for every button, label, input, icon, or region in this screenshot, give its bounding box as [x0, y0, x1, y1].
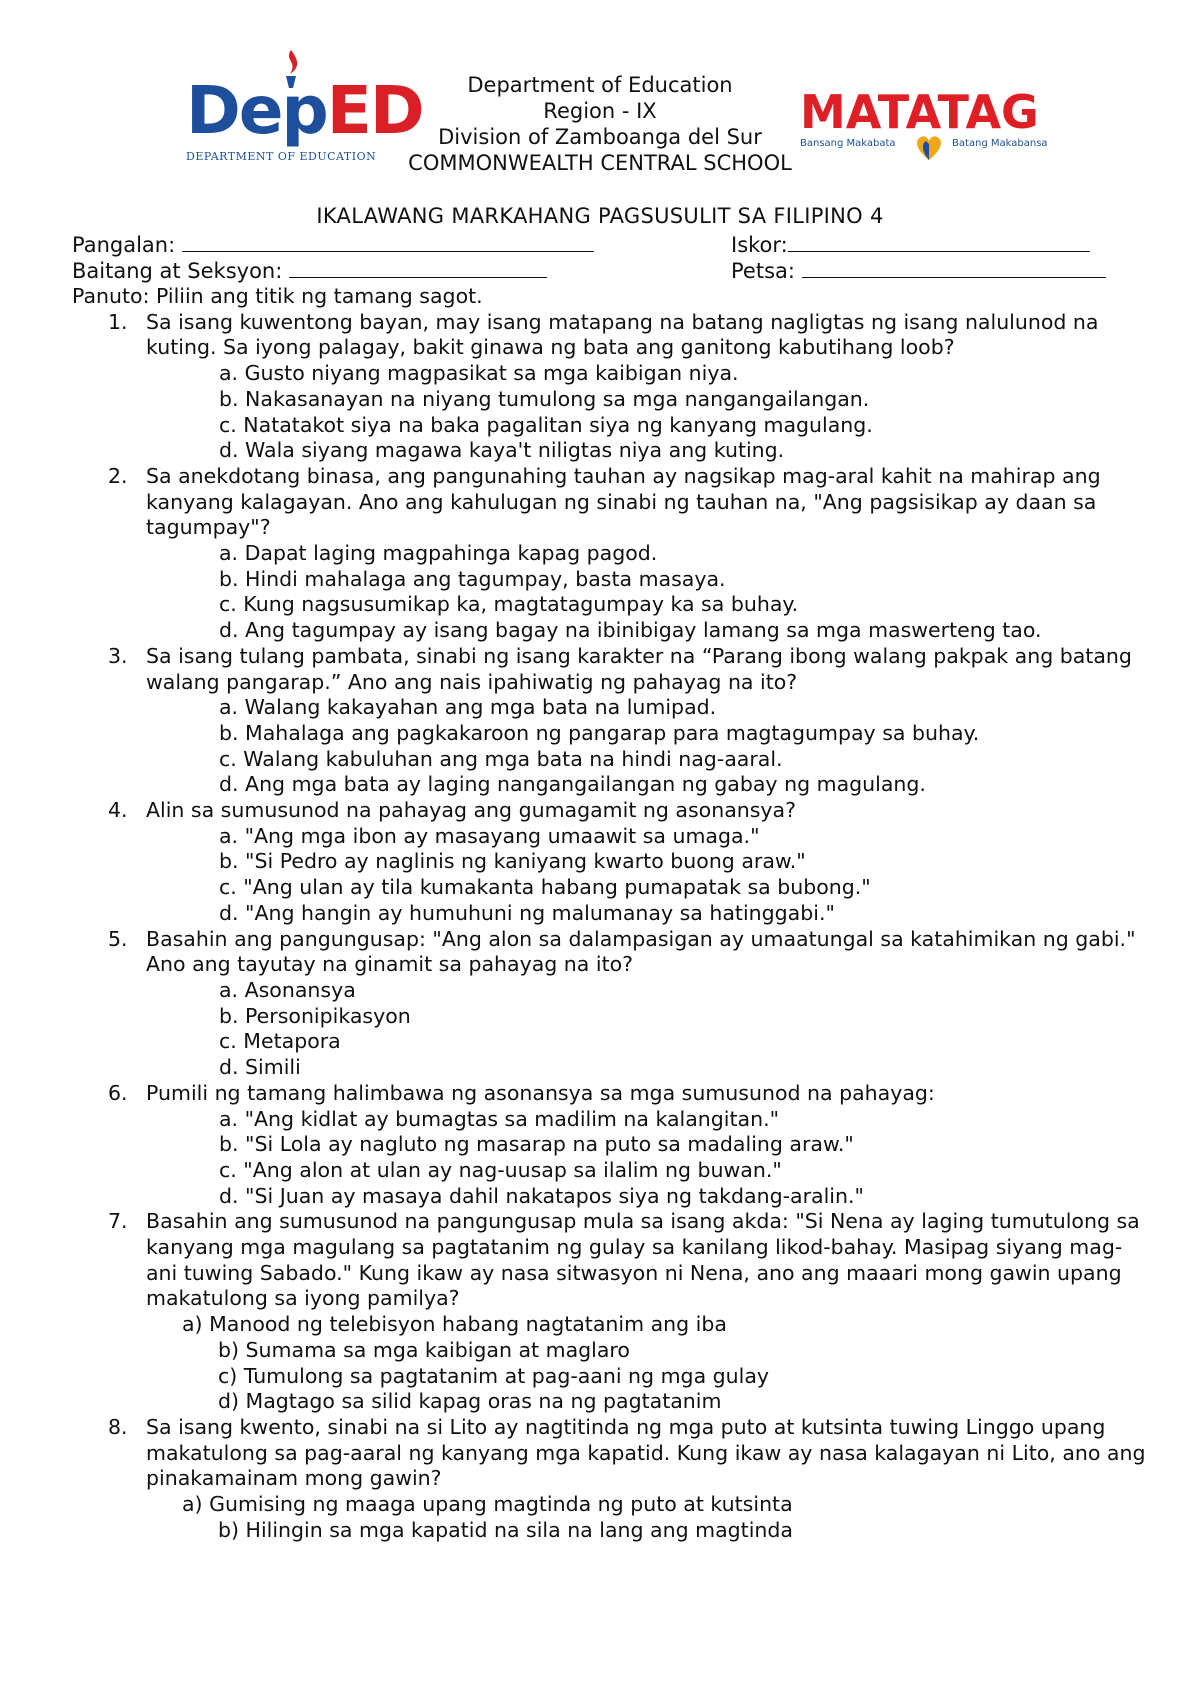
department-line: Department of Education: [467, 73, 733, 97]
question-text: Basahin ang sumusunod na pangungusap mula sa isang akda: "Si Nena ay laging tumutulong sa kanyang mga magulang sa pagtatanim ng gulay sa kanilang likod-bahay. Masipag siyang mag-ani tuwing Sabado." Kung ikaw ay nasa sitwasyon ni Nena, ano ang maaari mong gawin upang makatulong sa iyong pamilya?: [146, 1209, 1140, 1311]
answer-option[interactable]: d. Wala siyang magawa kaya't niligtas niya ang kuting.: [219, 438, 785, 463]
question-text: Alin sa sumusunod na pahayag ang gumagamit ng asonansya?: [146, 798, 797, 823]
answer-option[interactable]: a) Gumising ng maaga upang magtinda ng puto at kutsinta: [182, 1492, 793, 1517]
question-item: [72, 464, 1152, 541]
answer-option[interactable]: b) Hilingin sa mga kapatid na sila na lang ang magtinda: [218, 1517, 793, 1542]
section-blank[interactable]: [289, 259, 547, 278]
answer-option[interactable]: a. Walang kakayahan ang mga bata na lumipad.: [219, 695, 717, 720]
answer-option[interactable]: b. Nakasanayan na niyang tumulong sa mga nangangailangan.: [219, 386, 870, 411]
date-field[interactable]: [731, 259, 1106, 283]
answer-option[interactable]: c. Kung nagsusumikap ka, magtatagumpay ka sa buhay.: [219, 592, 799, 617]
question-item: [72, 1415, 1152, 1492]
question-text: Pumili ng tamang halimbawa ng asonansya sa mga sumusunod na pahayag:: [146, 1080, 935, 1105]
matatag-logo-text: MATATAG: [800, 85, 1039, 139]
exam-title: IKALAWANG MARKAHANG PAGSUSULIT SA FILIPINO 4: [316, 204, 884, 228]
question-number: 7.: [108, 1209, 128, 1234]
question-number: 5.: [108, 926, 128, 951]
section-field[interactable]: [72, 259, 547, 283]
answer-option[interactable]: a. Asonansya: [219, 977, 356, 1002]
matatag-tagline-left: Bansang Makabata: [800, 138, 896, 149]
school-heading: [360, 72, 840, 176]
answer-option[interactable]: a. "Ang kidlat ay bumagtas sa madilim na kalangitan.": [219, 1106, 780, 1131]
division-line: Division of Zamboanga del Sur: [438, 125, 762, 149]
score-field[interactable]: [731, 233, 1090, 257]
answer-option[interactable]: b. Mahalaga ang pagkakaroon ng pangarap para magtagumpay sa buhay.: [219, 720, 980, 745]
name-blank[interactable]: [182, 233, 594, 252]
answer-option[interactable]: b. Hindi mahalaga ang tagumpay, basta masaya.: [219, 566, 726, 591]
question-number: 3.: [108, 643, 128, 668]
deped-logo-subtext: DEPARTMENT OF EDUCATION: [186, 150, 377, 163]
answer-option[interactable]: d) Magtago sa silid kapag oras na ng pagtatanim: [218, 1389, 722, 1414]
matatag-logo: [800, 85, 1050, 168]
answer-option[interactable]: c. Walang kabuluhan ang mga bata na hindi nag-aaral.: [219, 746, 783, 771]
answer-option[interactable]: d. "Ang hangin ay humuhuni ng malumanay sa hatinggabi.": [219, 900, 835, 925]
score-label: Iskor:: [731, 233, 788, 257]
answer-option[interactable]: c. "Ang ulan ay tila kumakanta habang pumapatak sa bubong.": [219, 875, 871, 900]
deped-logo-text-dep: Dep: [186, 72, 327, 149]
document-header: [0, 0, 1200, 180]
date-blank[interactable]: [802, 259, 1106, 278]
answer-option[interactable]: d. Simili: [219, 1055, 301, 1080]
answer-option[interactable]: c. Metapora: [219, 1029, 341, 1054]
section-label: Baitang at Seksyon:: [72, 259, 283, 283]
answer-option[interactable]: d. Ang mga bata ay laging nangangailangan ng gabay ng magulang.: [219, 772, 926, 797]
question-item: [72, 310, 1152, 361]
date-label: Petsa:: [731, 259, 795, 283]
answer-option[interactable]: c. "Ang alon at ulan ay nag-uusap sa ilalim ng buwan.": [219, 1157, 782, 1182]
school-line: COMMONWEALTH CENTRAL SCHOOL: [408, 151, 792, 175]
region-line: Region - IX: [543, 99, 657, 123]
answer-option[interactable]: a. Gusto niyang magpasikat sa mga kaibigan niya.: [219, 361, 739, 386]
question-item: [72, 798, 1152, 824]
question-text: Sa isang kuwentong bayan, may isang matapang na batang nagligtas ng isang nalulunod na kuting. Sa iyong palagay, bakit ginawa ng bata ang ganitong kabutihang loob?: [146, 309, 1099, 360]
question-text: Sa anekdotang binasa, ang pangunahing tauhan ay nagsikap mag-aral kahit na mahirap ang kanyang kalagayan. Ano ang kahulugan ng sinabi ng tauhan na, "Ang pagsisikap ay daan sa tagumpay"?: [146, 463, 1101, 540]
answer-option[interactable]: a) Manood ng telebisyon habang nagtatanim ang iba: [182, 1312, 727, 1337]
question-list: [72, 310, 1152, 1544]
question-number: 4.: [108, 798, 128, 823]
heart-hands-icon: [912, 132, 946, 162]
instructions: Panuto: Piliin ang titik ng tamang sagot.: [72, 284, 483, 308]
question-text: Basahin ang pangungusap: "Ang alon sa dalampasigan ay umaatungal sa katahimikan ng gabi." Ano ang tayutay na ginamit sa pahayag na ito?: [146, 926, 1136, 977]
answer-option[interactable]: b. "Si Pedro ay naglinis ng kaniyang kwarto buong araw.": [219, 849, 806, 874]
answer-option[interactable]: a. "Ang mga ibon ay masayang umaawit sa umaga.": [219, 823, 760, 848]
question-item: [72, 927, 1152, 978]
matatag-tagline-right: Batang Makabansa: [952, 138, 1048, 149]
name-field[interactable]: [72, 233, 594, 257]
answer-option[interactable]: c) Tumulong sa pagtatanim at pag-aani ng mga gulay: [218, 1363, 770, 1388]
question-number: 2.: [108, 463, 128, 488]
question-item: [72, 1081, 1152, 1107]
answer-option[interactable]: d. "Si Juan ay masaya dahil nakatapos siya ng takdang-aralin.": [219, 1183, 864, 1208]
answer-option[interactable]: c. Natatakot siya na baka pagalitan siya ng kanyang magulang.: [219, 412, 873, 437]
question-number: 6.: [108, 1080, 128, 1105]
question-text: Sa isang kwento, sinabi na si Lito ay nagtitinda ng mga puto at kutsinta tuwing Linggo upang makatulong sa pag-aaral ng kanyang mga kapatid. Kung ikaw ay nasa kalagayan ni Lito, ano ang pinakamainam mong gawin?: [146, 1414, 1146, 1491]
score-blank[interactable]: [788, 233, 1090, 252]
exam-content: [72, 284, 1152, 1543]
deped-logo-text-ed: ED: [326, 72, 423, 149]
question-text: Sa isang tulang pambata, sinabi ng isang karakter na “Parang ibong walang pakpak ang batang walang pangarap.” Ano ang nais ipahiwatig ng pahayag na ito?: [146, 643, 1132, 694]
question-number: 1.: [108, 309, 128, 334]
question-item: [72, 1209, 1152, 1312]
answer-option[interactable]: d. Ang tagumpay ay isang bagay na ibinibigay lamang sa mga maswerteng tao.: [219, 618, 1042, 643]
answer-option[interactable]: b. "Si Lola ay nagluto ng masarap na puto sa madaling araw.": [219, 1132, 854, 1157]
question-item: [72, 644, 1152, 695]
question-number: 8.: [108, 1414, 128, 1439]
answer-option[interactable]: b) Sumama sa mga kaibigan at maglaro: [218, 1337, 630, 1362]
answer-option[interactable]: b. Personipikasyon: [219, 1003, 411, 1028]
answer-option[interactable]: a. Dapat laging magpahinga kapag pagod.: [219, 541, 658, 566]
name-label: Pangalan:: [72, 233, 176, 257]
